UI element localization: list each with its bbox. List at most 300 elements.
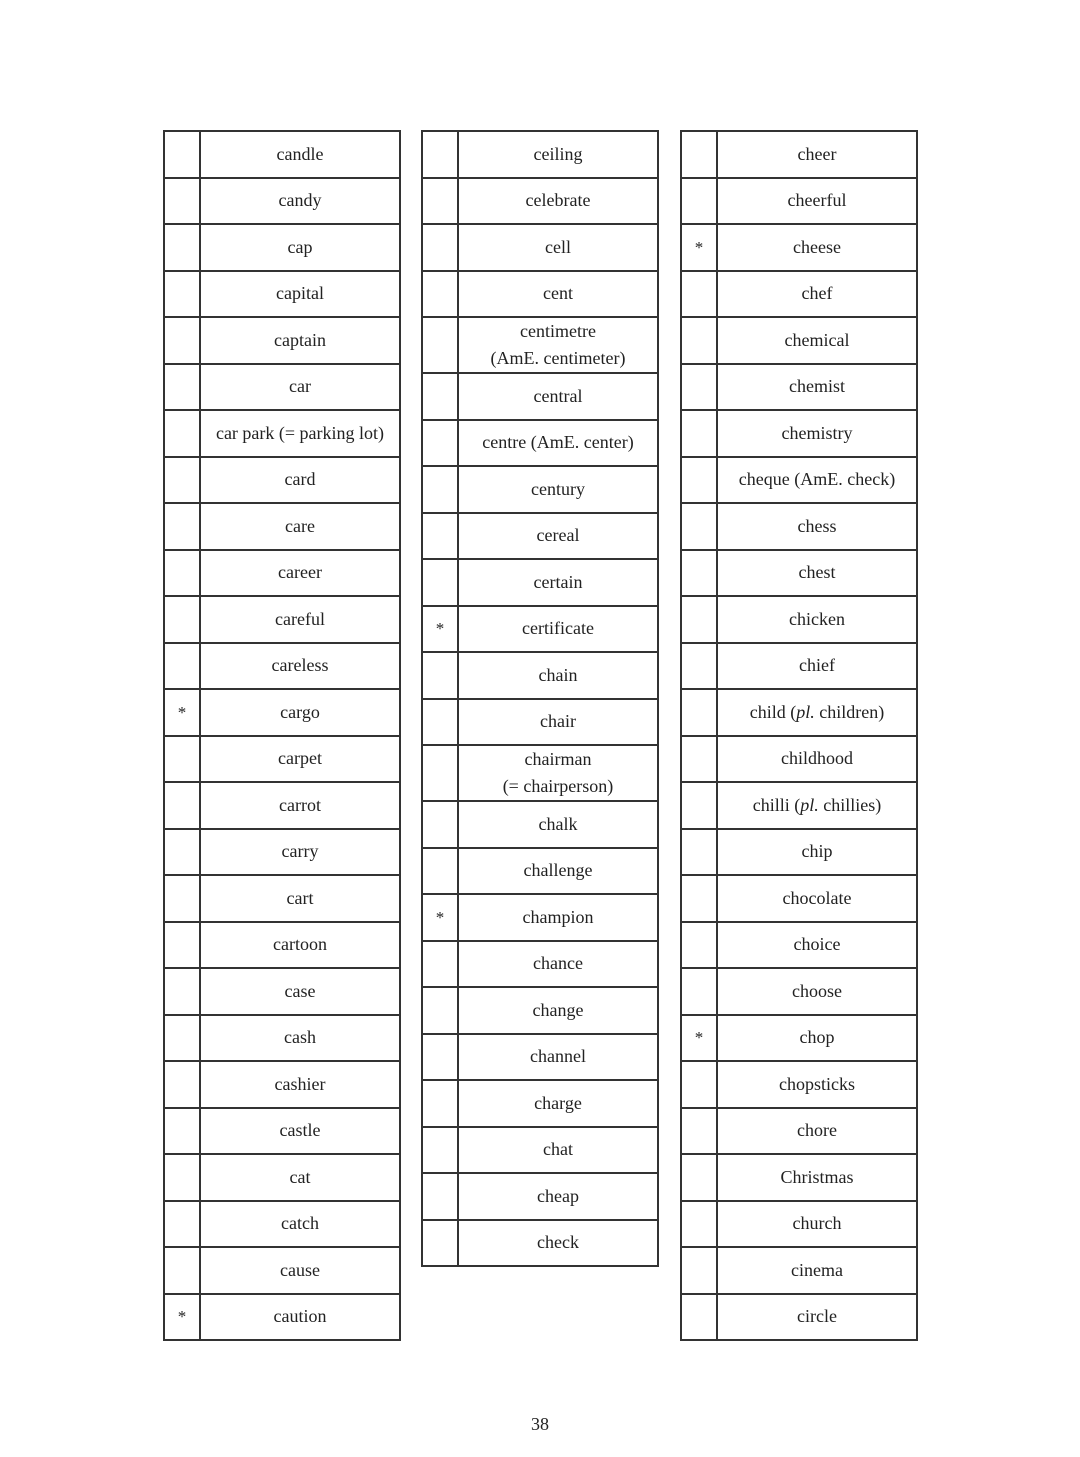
word-cell xyxy=(458,373,658,420)
word-text-line2: (= chairperson) xyxy=(502,776,614,796)
word-cell xyxy=(200,317,400,364)
word-cell xyxy=(200,224,400,271)
table-row xyxy=(164,829,400,876)
word-text: celebrate xyxy=(525,190,591,211)
mark-cell xyxy=(681,457,717,504)
word-text: chalk xyxy=(538,813,578,834)
word-text: chemist xyxy=(789,376,845,397)
word-cell xyxy=(200,457,400,504)
word-text: car park (= parking lot) xyxy=(215,422,385,443)
word-cell xyxy=(717,178,917,225)
table-row xyxy=(681,410,917,457)
mark-cell: * xyxy=(164,689,200,736)
mark-cell xyxy=(164,317,200,364)
word-cell xyxy=(717,131,917,178)
table-row xyxy=(681,1061,917,1108)
mark-cell xyxy=(422,420,458,467)
mark-cell xyxy=(164,1247,200,1294)
word-cell xyxy=(717,457,917,504)
word-cell xyxy=(200,643,400,690)
word-text: chip xyxy=(801,841,833,862)
word-text: career xyxy=(278,562,322,583)
table-row xyxy=(164,457,400,504)
mark-cell xyxy=(164,271,200,318)
mark-cell: * xyxy=(681,1015,717,1062)
word-text: certain xyxy=(533,571,583,592)
word-cell xyxy=(200,1294,400,1341)
mark-cell xyxy=(422,317,458,373)
mark-cell xyxy=(681,503,717,550)
mark-cell: * xyxy=(681,224,717,271)
mark-cell xyxy=(681,875,717,922)
mark-cell xyxy=(422,224,458,271)
mark-cell xyxy=(422,559,458,606)
table-row xyxy=(164,782,400,829)
word-text: chess xyxy=(797,515,837,536)
mark-cell xyxy=(164,410,200,457)
word-cell xyxy=(200,689,400,736)
word-cell xyxy=(200,875,400,922)
table-row xyxy=(681,829,917,876)
mark-cell xyxy=(422,1220,458,1267)
word-text-after: chillies) xyxy=(818,794,882,815)
word-cell xyxy=(458,699,658,746)
mark-cell xyxy=(422,801,458,848)
word-cell xyxy=(458,1127,658,1174)
word-cell xyxy=(717,271,917,318)
mark-cell xyxy=(164,643,200,690)
word-cell xyxy=(717,1294,917,1341)
word-text: candle xyxy=(276,143,324,164)
mark-cell xyxy=(422,1080,458,1127)
table-row xyxy=(681,643,917,690)
word-cell xyxy=(200,550,400,597)
word-cell xyxy=(458,513,658,560)
word-cell xyxy=(200,1201,400,1248)
word-cell xyxy=(458,1080,658,1127)
table-row xyxy=(164,968,400,1015)
mark-cell: * xyxy=(422,894,458,941)
mark-cell xyxy=(681,1294,717,1341)
word-text: catch xyxy=(281,1213,319,1234)
word-text: chef xyxy=(801,283,833,304)
mark-cell xyxy=(164,550,200,597)
mark-cell xyxy=(164,1061,200,1108)
word-cell xyxy=(717,550,917,597)
table-row xyxy=(164,178,400,225)
table-row xyxy=(681,1247,917,1294)
table-row xyxy=(422,1127,658,1174)
mark-cell xyxy=(164,922,200,969)
word-cell xyxy=(200,736,400,783)
word-cell xyxy=(200,503,400,550)
word-text: challenge xyxy=(523,860,593,881)
mark-cell xyxy=(681,271,717,318)
word-text: cheerful xyxy=(787,190,847,211)
word-text: church xyxy=(792,1213,842,1234)
word-text: Christmas xyxy=(780,1166,854,1187)
table-row xyxy=(164,503,400,550)
mark-cell xyxy=(164,1015,200,1062)
word-text: central xyxy=(533,385,583,406)
word-text: chicken xyxy=(789,608,845,629)
table-row xyxy=(164,271,400,318)
word-text: cart xyxy=(286,887,314,908)
mark-cell xyxy=(422,1127,458,1174)
word-text: carrot xyxy=(279,794,321,815)
mark-cell xyxy=(681,550,717,597)
word-cell xyxy=(717,968,917,1015)
word-text: carpet xyxy=(278,748,322,769)
table-row xyxy=(164,550,400,597)
table-row xyxy=(681,1294,917,1341)
word-cell xyxy=(200,364,400,411)
mark-cell xyxy=(422,987,458,1034)
mark-cell xyxy=(164,1201,200,1248)
word-cell xyxy=(458,987,658,1034)
word-text: chest xyxy=(798,562,836,583)
word-text-line2: (AmE. centimeter) xyxy=(490,348,626,368)
table-row xyxy=(681,271,917,318)
word-cell xyxy=(717,1015,917,1062)
word-text: charge xyxy=(534,1092,582,1113)
word-cell xyxy=(200,1061,400,1108)
word-cell xyxy=(717,736,917,783)
mark-cell xyxy=(681,1154,717,1201)
word-text: chocolate xyxy=(782,887,852,908)
mark-cell xyxy=(681,922,717,969)
table-row xyxy=(164,689,400,736)
table-row xyxy=(422,1080,658,1127)
table-row xyxy=(422,941,658,988)
word-text-after: children) xyxy=(814,701,885,722)
table-row xyxy=(681,178,917,225)
mark-cell: * xyxy=(422,606,458,653)
table-row xyxy=(681,1201,917,1248)
word-text: car xyxy=(289,376,311,397)
table-row xyxy=(164,1061,400,1108)
word-text: check xyxy=(537,1232,579,1253)
word-text: chop xyxy=(799,1027,835,1048)
mark-cell xyxy=(681,131,717,178)
mark-cell xyxy=(681,736,717,783)
table-row xyxy=(681,131,917,178)
mark-cell xyxy=(164,875,200,922)
mark-cell xyxy=(681,1108,717,1155)
word-italic: pl. xyxy=(800,794,819,815)
word-cell xyxy=(458,224,658,271)
word-cell xyxy=(200,1247,400,1294)
word-text: chance xyxy=(533,953,583,974)
word-cell xyxy=(717,503,917,550)
word-text: centimetre xyxy=(520,321,596,341)
mark-cell xyxy=(164,178,200,225)
word-text: care xyxy=(285,515,315,536)
table-row xyxy=(164,643,400,690)
table-row xyxy=(681,1108,917,1155)
table-row xyxy=(164,410,400,457)
mark-cell xyxy=(422,131,458,178)
word-cell xyxy=(200,1154,400,1201)
table-row xyxy=(681,550,917,597)
mark-cell xyxy=(422,373,458,420)
mark-cell xyxy=(164,131,200,178)
table-row xyxy=(422,420,658,467)
table-row xyxy=(164,1108,400,1155)
word-cell xyxy=(717,643,917,690)
word-text: card xyxy=(284,469,316,490)
table-row xyxy=(422,559,658,606)
word-text: chemical xyxy=(784,329,850,350)
word-cell xyxy=(458,1034,658,1081)
word-cell xyxy=(200,922,400,969)
table-row xyxy=(422,652,658,699)
mark-cell xyxy=(681,1201,717,1248)
mark-cell xyxy=(164,736,200,783)
mark-cell xyxy=(164,1154,200,1201)
page-number: 38 xyxy=(531,1414,549,1434)
word-text: choice xyxy=(793,934,841,955)
word-cell xyxy=(458,1220,658,1267)
word-text: chemistry xyxy=(781,422,853,443)
mark-cell xyxy=(164,503,200,550)
mark-cell xyxy=(681,1061,717,1108)
word-cell xyxy=(458,466,658,513)
word-text: century xyxy=(531,478,585,499)
word-text: capital xyxy=(276,283,324,304)
table-row xyxy=(422,699,658,746)
mark-cell xyxy=(681,782,717,829)
word-text: centre (AmE. center) xyxy=(482,432,634,453)
word-cell xyxy=(717,410,917,457)
table-row xyxy=(681,875,917,922)
table-row xyxy=(164,736,400,783)
mark-cell xyxy=(681,968,717,1015)
word-cell xyxy=(458,420,658,467)
word-text: chilli ( xyxy=(752,794,801,815)
mark-cell xyxy=(681,317,717,364)
table-row xyxy=(681,968,917,1015)
table-row xyxy=(681,689,917,736)
mark-cell xyxy=(681,689,717,736)
mark-cell xyxy=(422,745,458,801)
table-row xyxy=(422,801,658,848)
mark-cell xyxy=(422,178,458,225)
mark-cell xyxy=(681,596,717,643)
table-row xyxy=(422,513,658,560)
word-cell xyxy=(458,848,658,895)
word-text: champion xyxy=(522,906,594,927)
word-cell xyxy=(717,689,917,736)
word-text: caution xyxy=(273,1306,327,1327)
word-text: cartoon xyxy=(273,934,327,955)
table-row xyxy=(164,1015,400,1062)
word-cell xyxy=(458,1173,658,1220)
word-cell xyxy=(717,829,917,876)
word-text: change xyxy=(532,999,584,1020)
word-text: castle xyxy=(279,1120,321,1141)
mark-cell xyxy=(422,848,458,895)
table-row xyxy=(164,922,400,969)
table-row xyxy=(164,1201,400,1248)
table-row xyxy=(422,373,658,420)
table-row xyxy=(681,736,917,783)
word-text: chair xyxy=(540,711,576,732)
word-cell xyxy=(717,596,917,643)
table-row xyxy=(422,606,658,653)
word-text: cell xyxy=(545,236,571,257)
mark-cell xyxy=(422,941,458,988)
word-text: ceiling xyxy=(533,143,583,164)
word-cell xyxy=(458,271,658,318)
word-cell xyxy=(200,1015,400,1062)
mark-cell xyxy=(681,643,717,690)
table-row xyxy=(422,987,658,1034)
mark-cell xyxy=(164,782,200,829)
mark-cell xyxy=(164,224,200,271)
word-text: cheque (AmE. check) xyxy=(738,469,896,490)
word-text: cashier xyxy=(274,1073,326,1094)
word-text: cereal xyxy=(536,525,580,546)
mark-cell xyxy=(164,596,200,643)
word-cell xyxy=(200,1108,400,1155)
mark-cell xyxy=(422,513,458,560)
table-row xyxy=(164,364,400,411)
table-row xyxy=(422,848,658,895)
word-cell xyxy=(200,782,400,829)
word-cell xyxy=(458,894,658,941)
table-row xyxy=(164,1247,400,1294)
word-text: careless xyxy=(271,655,329,676)
vocab-table-2 xyxy=(421,130,659,1267)
table-row xyxy=(422,271,658,318)
word-text: child ( xyxy=(749,701,797,722)
word-text: channel xyxy=(530,1046,586,1067)
table-row xyxy=(164,224,400,271)
word-text: chopsticks xyxy=(779,1073,855,1094)
word-text: childhood xyxy=(781,748,853,769)
word-cell xyxy=(458,801,658,848)
word-cell xyxy=(717,1108,917,1155)
table-row xyxy=(681,1015,917,1062)
word-cell xyxy=(717,1247,917,1294)
word-cell xyxy=(717,875,917,922)
word-cell xyxy=(200,596,400,643)
mark-cell xyxy=(422,1173,458,1220)
word-text: cargo xyxy=(280,701,320,722)
word-cell xyxy=(200,131,400,178)
word-cell xyxy=(458,178,658,225)
mark-cell: * xyxy=(164,1294,200,1341)
word-cell xyxy=(200,410,400,457)
word-text: chain xyxy=(538,664,578,685)
table-row xyxy=(681,364,917,411)
word-text: chore xyxy=(797,1120,837,1141)
word-text: cash xyxy=(284,1027,316,1048)
table-row xyxy=(681,596,917,643)
word-cell xyxy=(717,782,917,829)
mark-cell xyxy=(422,652,458,699)
word-text: captain xyxy=(274,329,326,350)
word-cell xyxy=(458,652,658,699)
word-italic: pl. xyxy=(796,701,815,722)
table-row xyxy=(164,131,400,178)
table-row xyxy=(422,1034,658,1081)
table-row xyxy=(422,1173,658,1220)
word-cell xyxy=(717,317,917,364)
word-cell xyxy=(458,317,658,373)
table-row xyxy=(422,894,658,941)
word-cell xyxy=(717,224,917,271)
table-row xyxy=(422,224,658,271)
word-text: cap xyxy=(287,236,313,257)
word-text: circle xyxy=(797,1306,837,1327)
word-text: chairman xyxy=(524,749,592,769)
word-cell xyxy=(458,131,658,178)
table-row xyxy=(422,131,658,178)
mark-cell xyxy=(422,466,458,513)
word-cell xyxy=(200,178,400,225)
table-row xyxy=(164,317,400,364)
word-text: cinema xyxy=(791,1259,843,1280)
vocab-table-3 xyxy=(680,130,918,1341)
word-text: cause xyxy=(280,1259,320,1280)
word-text: case xyxy=(284,980,316,1001)
mark-cell xyxy=(681,178,717,225)
table-row xyxy=(681,922,917,969)
word-cell xyxy=(458,606,658,653)
table-row xyxy=(422,178,658,225)
word-text: candy xyxy=(278,190,322,211)
word-cell xyxy=(200,968,400,1015)
mark-cell xyxy=(681,364,717,411)
mark-cell xyxy=(422,1034,458,1081)
word-cell xyxy=(458,745,658,801)
word-cell xyxy=(717,1061,917,1108)
table-row xyxy=(681,1154,917,1201)
mark-cell xyxy=(164,829,200,876)
table-row xyxy=(422,1220,658,1267)
table-row xyxy=(681,317,917,364)
word-cell xyxy=(717,364,917,411)
word-cell xyxy=(717,1154,917,1201)
mark-cell xyxy=(164,364,200,411)
table-row xyxy=(422,466,658,513)
word-text: cheap xyxy=(537,1185,579,1206)
word-cell xyxy=(717,1201,917,1248)
word-text: chat xyxy=(543,1139,573,1160)
word-text: cheese xyxy=(793,236,841,257)
word-text: choose xyxy=(792,980,842,1001)
word-cell xyxy=(717,922,917,969)
word-cell xyxy=(200,271,400,318)
mark-cell xyxy=(681,1247,717,1294)
word-cell xyxy=(200,829,400,876)
mark-cell xyxy=(164,457,200,504)
mark-cell xyxy=(164,1108,200,1155)
word-text: cat xyxy=(289,1166,311,1187)
word-text: chief xyxy=(799,655,835,676)
word-text: certificate xyxy=(522,618,594,639)
table-row xyxy=(164,596,400,643)
mark-cell xyxy=(681,829,717,876)
table-row xyxy=(681,224,917,271)
table-row xyxy=(681,457,917,504)
word-text: carry xyxy=(281,841,319,862)
word-text: cent xyxy=(543,283,573,304)
table-row xyxy=(164,1154,400,1201)
word-text: careful xyxy=(275,608,325,629)
